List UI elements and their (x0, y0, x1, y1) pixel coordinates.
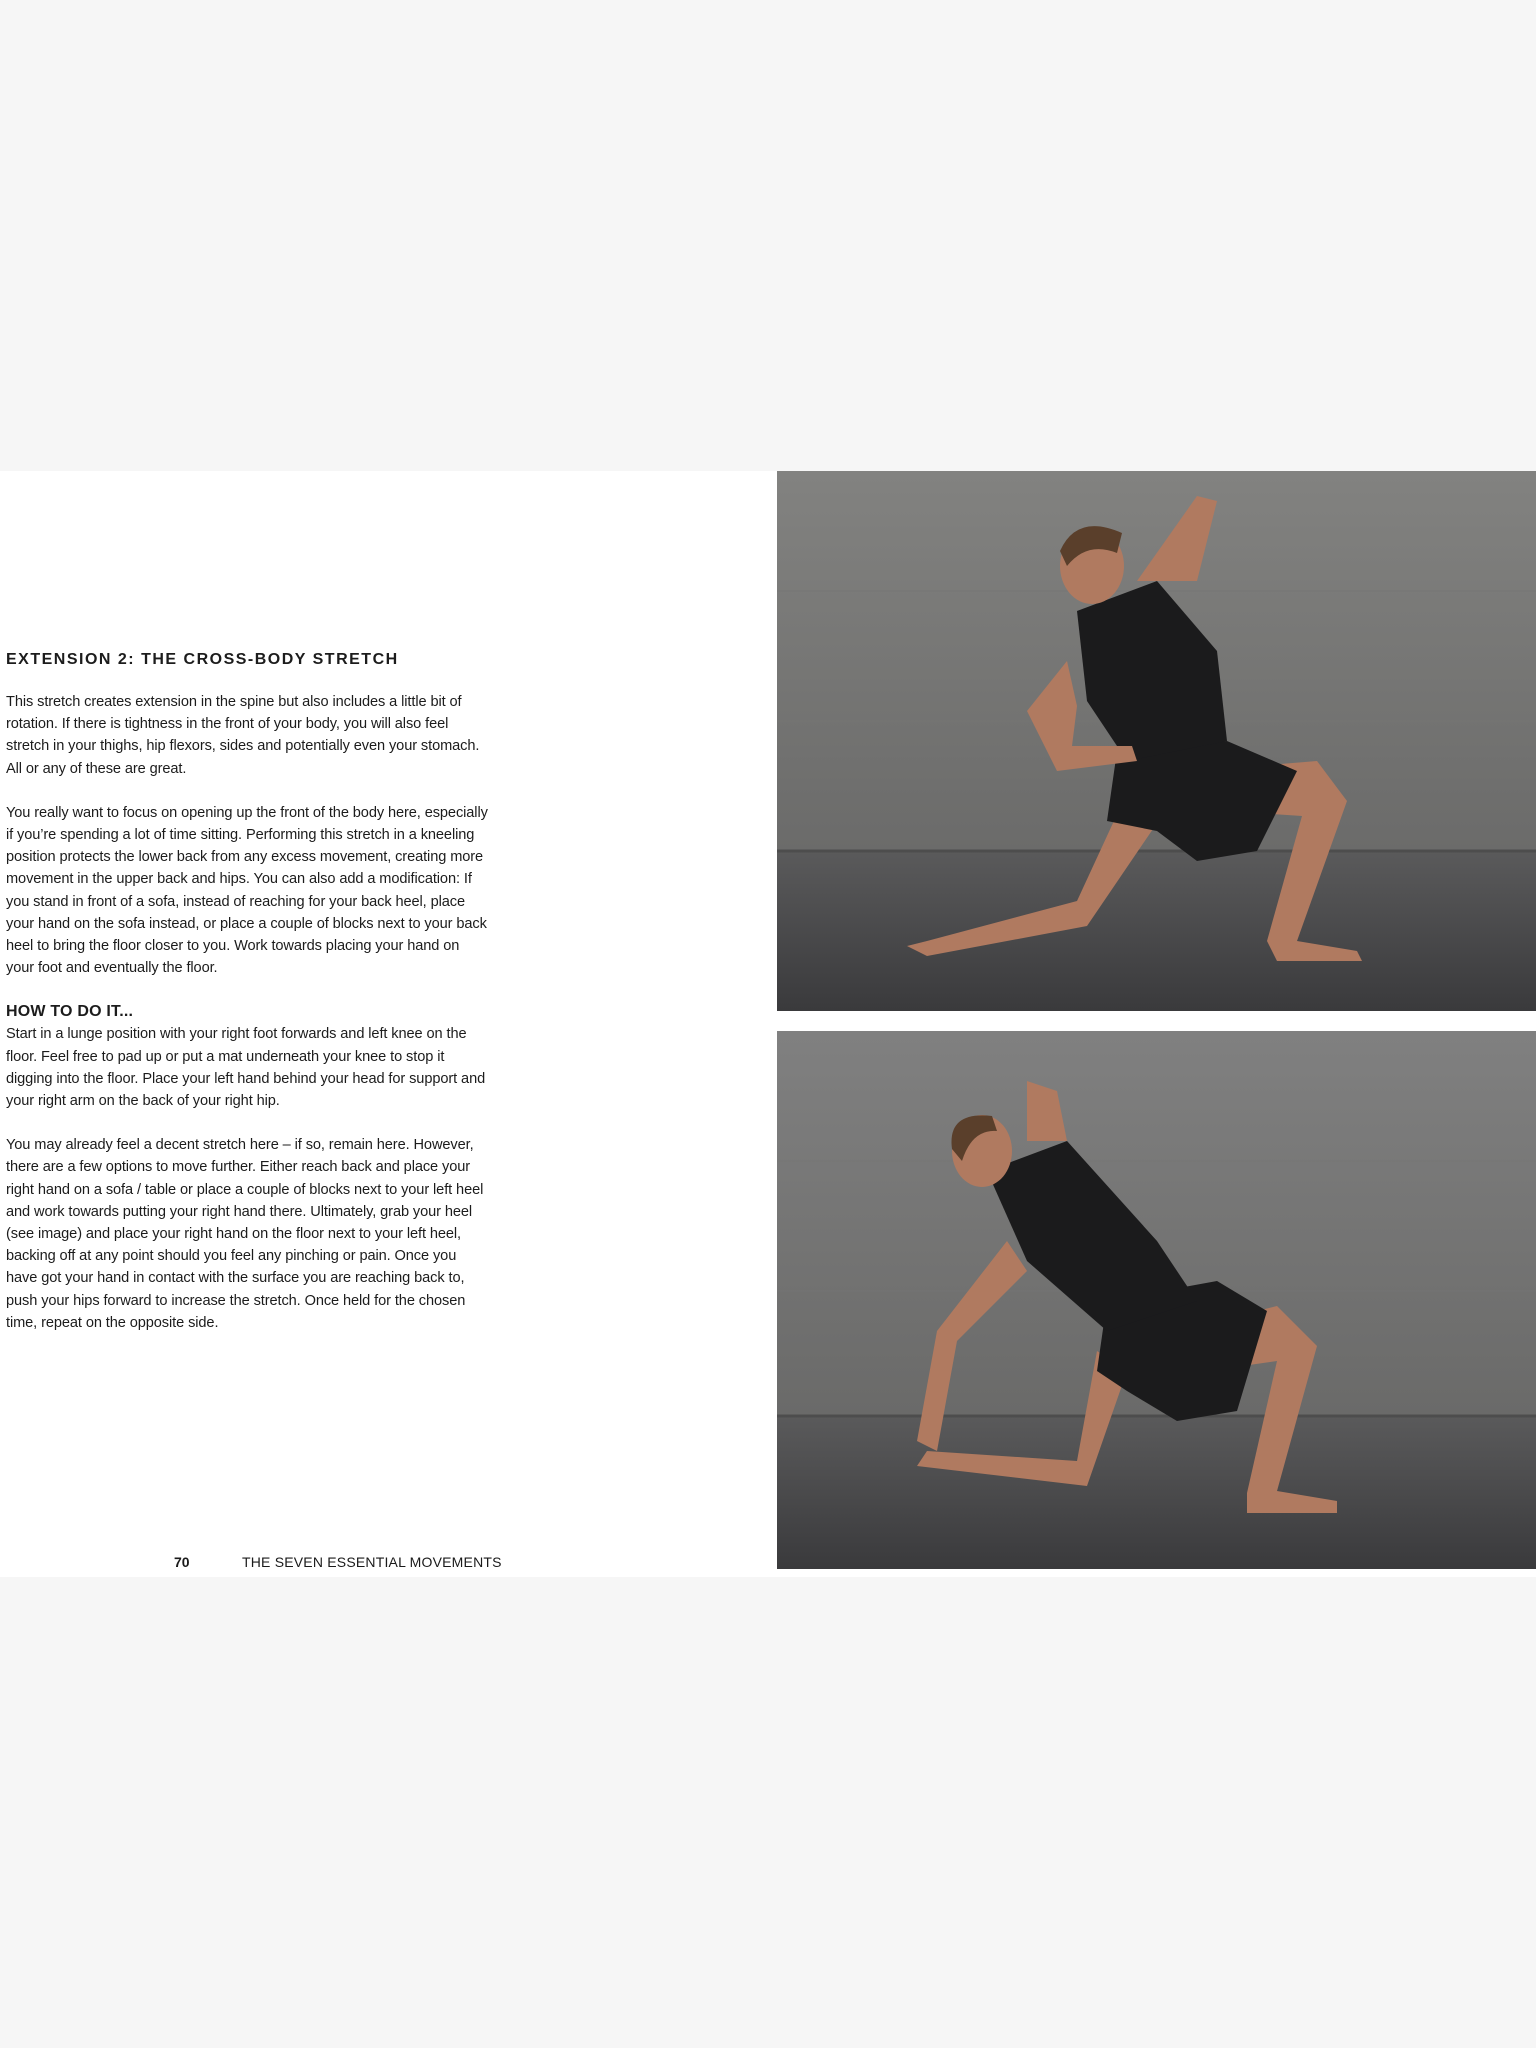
howto-paragraph-1: Start in a lunge position with your right foot forwards and left knee on the floor. Feel free to pad up or put a mat underneath your knee to stop it digging into the floor. Place your left hand behind your head for support and your right arm on the back of your right hip. (6, 1026, 486, 1110)
howto-heading: HOW TO DO IT... (6, 1003, 134, 1021)
book-spread (0, 471, 1536, 1577)
running-title: THE SEVEN ESSENTIAL MOVEMENTS (242, 1554, 502, 1570)
exercise-photo-start-position (777, 471, 1536, 1011)
section-heading: EXTENSION 2: THE CROSS-BODY STRETCH (6, 651, 399, 668)
photo-illustration (777, 471, 1536, 1011)
text-column (6, 649, 491, 1356)
intro-paragraph-2: You really want to focus on opening up the front of the body here, especially if you’re spending a lot of time sitting. Performing this stretch in a kneeling position protects the lower back from any excess movement, creating more movement in the upper back and hips. You can also add a modification: If you stand in front of a sofa, instead of reaching for your back heel, place your hand on the sofa instead, or place a couple of blocks next to your back heel to bring the floor closer to you. Work towards placing your hand on your foot and eventually the floor. (6, 804, 488, 977)
photo-illustration (777, 1031, 1536, 1569)
intro-paragraph-1: This stretch creates extension in the spine but also includes a little bit of rotation. If there is tightness in the front of your body, you will also feel stretch in your thighs, hip flexors, sides and potentially even your stomach. All or any of these are great. (6, 694, 480, 777)
exercise-photo-full-stretch (777, 1031, 1536, 1569)
page-number: 70 (174, 1554, 190, 1570)
howto-paragraph-2: You may already feel a decent stretch here – if so, remain here. However, there are a few options to move further. Either reach back and place your right hand on a sofa / table or place a couple of blocks next to your left heel and work towards putting your right hand there. Ultimately, grab your heel (see image) and place your right hand on the floor next to your left heel, backing off at any point should you feel any pinching or pain. Once you have got your hand in contact with the surface you are reaching back to, push your hips forward to increase the stretch. Once held for the chosen time, repeat on the opposite side. (6, 1137, 484, 1331)
page-footer (0, 1554, 780, 1574)
